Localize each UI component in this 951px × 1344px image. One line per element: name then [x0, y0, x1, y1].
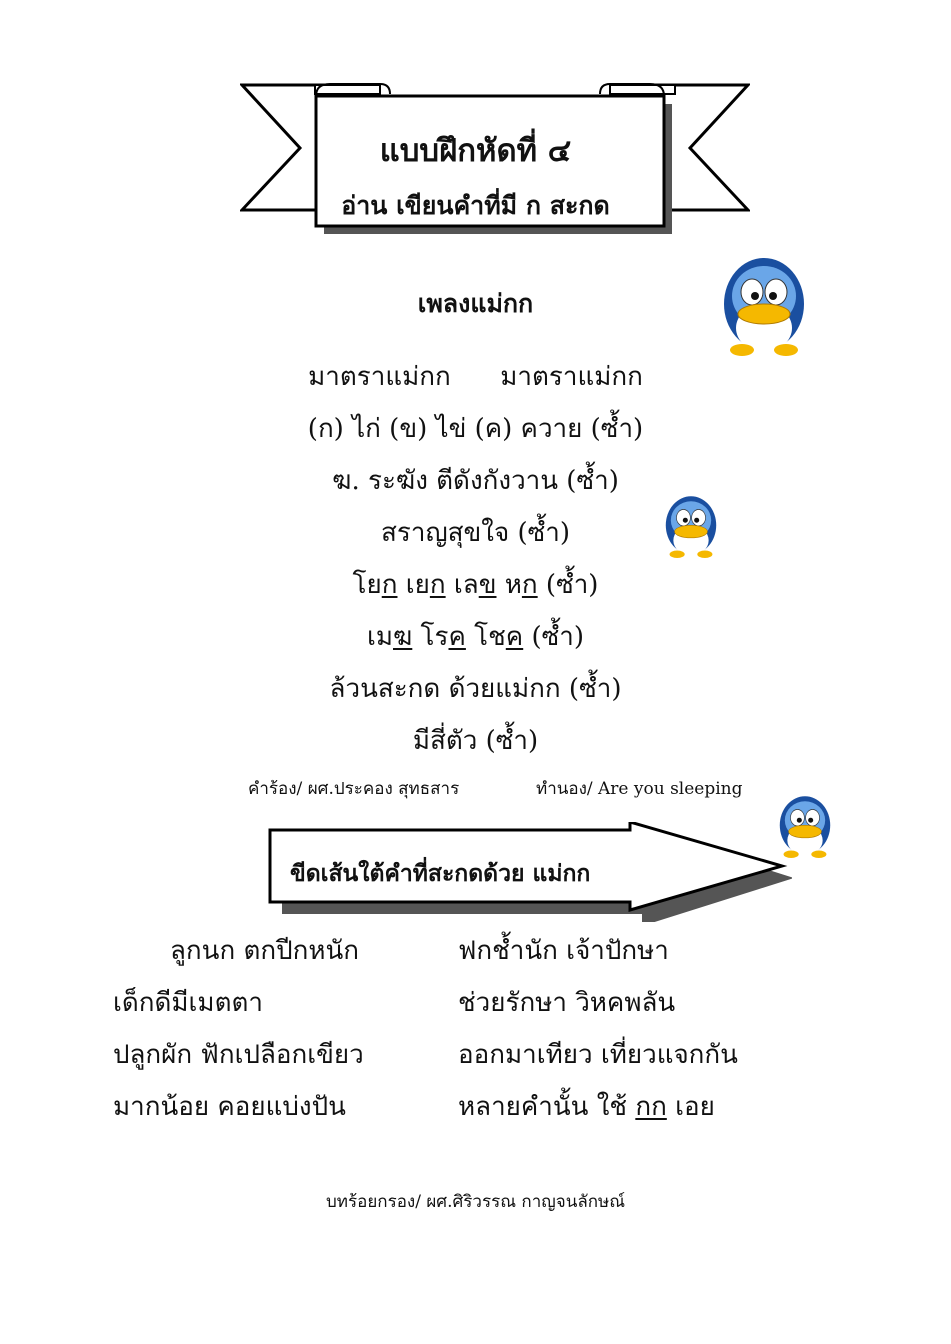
underlined-letter: ฆ: [393, 622, 413, 652]
poem-line: ปลูกผัก ฟักเปลือกเขียว: [113, 1040, 364, 1070]
song-line-underlined: [0, 570, 951, 600]
song-title: เพลงแม่กก: [417, 289, 534, 318]
song-line: ล้วนสะกด ด้วยแม่กก (ซ้ำ): [329, 674, 622, 704]
text-segment: โย: [352, 570, 382, 600]
poem-line: ออกมาเทียว เที่ยวแจกกัน: [458, 1040, 738, 1070]
text-segment: ห: [496, 570, 522, 600]
underlined-letter: ค: [448, 622, 466, 652]
song-line-underlined: [0, 622, 951, 652]
poem-credit: บทร้อยกรอง/ ผศ.ศิริวรรณ กาญจนลักษณ์: [325, 1192, 626, 1212]
poem-line: ช่วยรักษา วิหคพลัน: [458, 988, 676, 1018]
page-subtitle: อ่าน เขียนคำที่มี ก สะกด: [341, 191, 610, 220]
song-line: สราญสุขใจ (ซ้ำ): [381, 518, 570, 548]
underlined-letter: ค: [505, 622, 524, 652]
underlined-word: กก: [635, 1092, 667, 1122]
text-segment: เล: [445, 570, 479, 600]
underlined-letter: ก: [521, 570, 538, 600]
song-line: มีสี่ตัว (ซ้ำ): [412, 726, 539, 756]
text-segment: โช: [465, 622, 506, 652]
text-segment: หลายคำนั้น ใช้: [458, 1092, 636, 1122]
text-segment: โร: [412, 622, 449, 652]
song-line: มาตราแม่กก มาตราแม่กก: [308, 362, 643, 392]
text-segment: เม: [366, 622, 393, 652]
underlined-letter: ก: [381, 570, 398, 600]
underlined-letter: ก: [429, 570, 446, 600]
poem-line: ลูกนก ตกปีกหนัก: [170, 936, 359, 966]
underlined-letter: ข: [478, 570, 497, 600]
lyrics-credit: คำร้อง/ ผศ.ประคอง สุทธสาร: [248, 779, 460, 799]
text-segment: (ซ้ำ): [523, 622, 585, 652]
poem-line: [458, 1086, 715, 1127]
song-line: (ก) ไก่ (ข) ไข่ (ค) ควาย (ซ้ำ): [307, 414, 644, 444]
song-line: ฆ. ระฆัง ตีดังกังวาน (ซ้ำ): [332, 466, 619, 496]
poem-line: เด็กดีมีเมตตา: [113, 988, 263, 1018]
text-segment: เอย: [666, 1092, 715, 1122]
text-segment: (ซ้ำ): [537, 570, 599, 600]
page-title: แบบฝึกหัดที่ ๔: [379, 133, 572, 169]
melody-credit: ทำนอง/ Are you sleeping: [536, 779, 743, 799]
text-segment: เย: [397, 570, 430, 600]
poem-line: มากน้อย คอยแบ่งปัน: [113, 1092, 346, 1122]
poem-line: ฟกช้ำนัก เจ้าปักษา: [458, 936, 669, 966]
instruction-label: ขีดเส้นใต้คำที่สะกดด้วย แม่กก: [290, 860, 591, 887]
